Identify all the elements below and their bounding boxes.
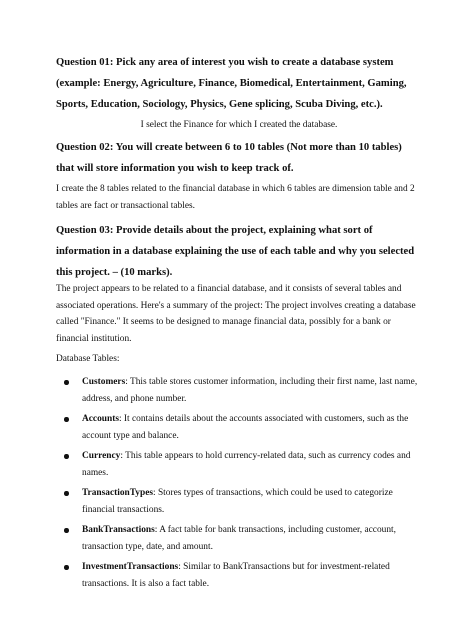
list-item <box>56 374 422 407</box>
table-description: : This table stores customer information, including their first name, last name, address, and phone number. <box>82 377 418 404</box>
table-name: Accounts <box>82 414 119 424</box>
question-1-answer: I select the Finance for which I created the database. <box>140 120 338 130</box>
database-tables-label: Database Tables: <box>56 354 120 364</box>
question-2-heading: Question 02: You will create between 6 to 10 tables (Not more than 10 tables) that will store information you wish to keep track of. <box>56 142 402 174</box>
table-name: Currency <box>82 451 121 461</box>
table-description: : This table appears to hold currency-related data, such as currency codes and names. <box>82 451 411 478</box>
question-1-heading: Question 01: Pick any area of interest you wish to create a database system (example: Energy, Agriculture, Finance, Biomedical, Entertainment, Gaming, Sports, Education, Sociology, Physics, Gene splicing, Scuba Diving, etc.). <box>56 57 407 110</box>
list-item <box>56 522 422 555</box>
bullet-icon <box>64 491 69 496</box>
bullet-icon <box>64 417 69 422</box>
list-item <box>56 485 422 518</box>
table-name: BankTransactions <box>82 525 155 535</box>
question-3-answer: The project appears to be related to a financial database, and it consists of several tables and associated operations. Here's a summary of the project: The project involves creating a database called "Finance." It seems to be designed to manage financial data, possibly for a bank or financial institution. <box>56 284 416 344</box>
table-name: Customers <box>82 377 126 387</box>
table-list <box>56 374 422 596</box>
question-2-answer: I create the 8 tables related to the financial database in which 6 tables are dimension table and 2 tables are fact or transactional tables. <box>56 184 415 211</box>
bullet-icon <box>64 528 69 533</box>
question-3-heading: Question 03: Provide details about the project, explaining what sort of information in a database explaining the use of each table and why you selected this project. – (10 marks). <box>56 225 415 278</box>
table-description: : Stores types of transactions, which could be used to categorize financial transactions. <box>82 488 393 515</box>
table-description: : It contains details about the accounts associated with customers, such as the account type and balance. <box>82 414 409 441</box>
list-item <box>56 411 422 444</box>
bullet-icon <box>64 454 69 459</box>
table-name: TransactionTypes <box>82 488 154 498</box>
bullet-icon <box>64 380 69 385</box>
list-item <box>56 448 422 481</box>
list-item <box>56 559 422 592</box>
table-description: : Similar to BankTransactions but for investment-related transactions. It is also a fact table. <box>82 562 390 589</box>
table-name: InvestmentTransactions <box>82 562 179 572</box>
bullet-icon <box>64 565 69 570</box>
table-description: : A fact table for bank transactions, including customer, account, transaction type, date, and amount. <box>82 525 396 552</box>
